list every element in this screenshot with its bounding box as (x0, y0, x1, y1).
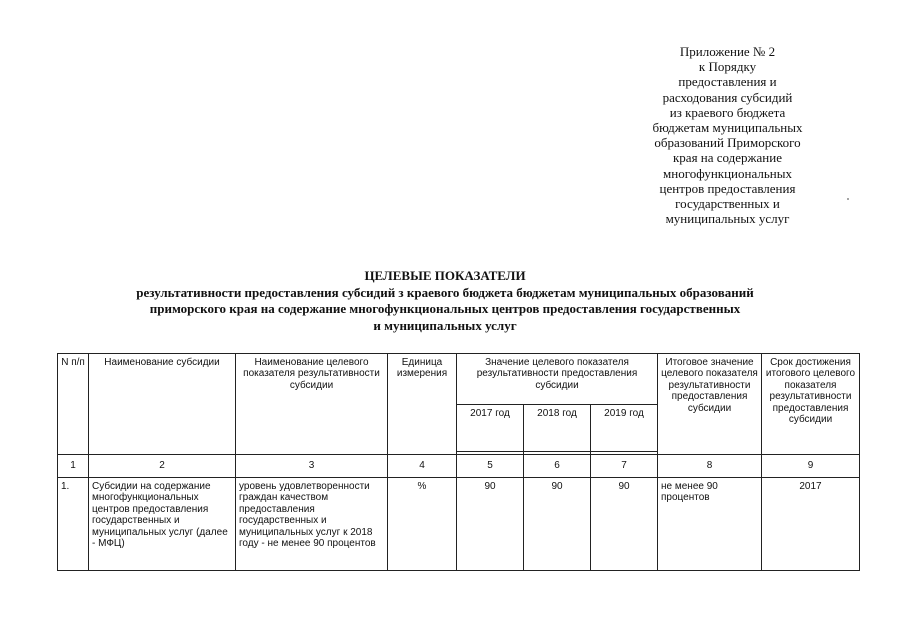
column-number: 8 (658, 455, 762, 478)
column-number: 7 (591, 455, 658, 478)
appendix-line: предоставления и (678, 74, 777, 90)
row-value-2017: 90 (457, 478, 524, 571)
appendix-line: к Порядку (698, 59, 757, 75)
subtitle-line: и муниципальных услуг (373, 317, 517, 333)
appendix-line: муниципальных услуг (665, 211, 790, 227)
column-number-row (58, 455, 860, 478)
appendix-line: государственных и (675, 196, 780, 212)
row-indicator-name: уровень удовлетворенности граждан качеством предоставления государственных и муниципальных услуг к 2018 году - не менее 90 процентов (236, 478, 388, 571)
subtitle-line: результативности предоставления субсидий з краевого бюджета бюджетам муниципальных образований (136, 284, 754, 300)
page-title: ЦЕЛЕВЫЕ ПОКАЗАТЕЛИ (364, 268, 526, 283)
row-unit: % (388, 478, 457, 571)
header-year: 2018 год (524, 405, 591, 452)
appendix-line: из краевого бюджета (669, 104, 786, 120)
document-heading (40, 268, 850, 334)
row-deadline: 2017 (762, 478, 860, 571)
column-number: 6 (524, 455, 591, 478)
appendix-line: образований Приморского (654, 135, 801, 151)
header-year: 2017 год (457, 405, 524, 452)
header-final-value: Итоговое значение целевого показателя результативности предоставления субсидии (658, 354, 762, 455)
row-num: 1. (58, 478, 89, 571)
appendix-caption (620, 44, 835, 226)
column-number: 1 (58, 455, 89, 478)
appendix-line: многофункциональных (663, 165, 792, 181)
row-final-value: не менее 90 процентов (658, 478, 762, 571)
header-unit: Единица измерения (388, 354, 457, 455)
header-subsidy-name: Наименование субсидии (89, 354, 236, 455)
row-value-2018: 90 (524, 478, 591, 571)
indicators-table (57, 353, 860, 571)
header-indicator-name: Наименование целевого показателя результативности субсидии (236, 354, 388, 455)
column-number: 5 (457, 455, 524, 478)
table-row (58, 478, 860, 571)
appendix-line: края на содержание (672, 150, 782, 166)
header-num: N п/п (58, 354, 89, 455)
appendix-line: Приложение № 2 (679, 44, 776, 59)
row-subsidy-name: Субсидии на содержание многофункциональных центров предоставления государственных и муниципальных услуг (далее - МФЦ) (89, 478, 236, 571)
appendix-line: центров предоставления (659, 180, 796, 196)
row-value-2019: 90 (591, 478, 658, 571)
table-header-row (58, 354, 860, 405)
appendix-line: расходования субсидий (662, 89, 793, 105)
column-number: 3 (236, 455, 388, 478)
appendix-line: бюджетам муниципальных (652, 120, 803, 136)
subtitle-line: приморского края на содержание многофункциональных центров предоставления государственных (149, 301, 741, 316)
scan-speck (847, 198, 849, 200)
header-deadline: Срок достижения итогового целевого показателя результативности предоставления субсидии (762, 354, 860, 455)
column-number: 4 (388, 455, 457, 478)
header-value-group: Значение целевого показателя результативности предоставления субсидии (457, 354, 658, 405)
header-year: 2019 год (591, 405, 658, 452)
column-number: 2 (89, 455, 236, 478)
column-number: 9 (762, 455, 860, 478)
